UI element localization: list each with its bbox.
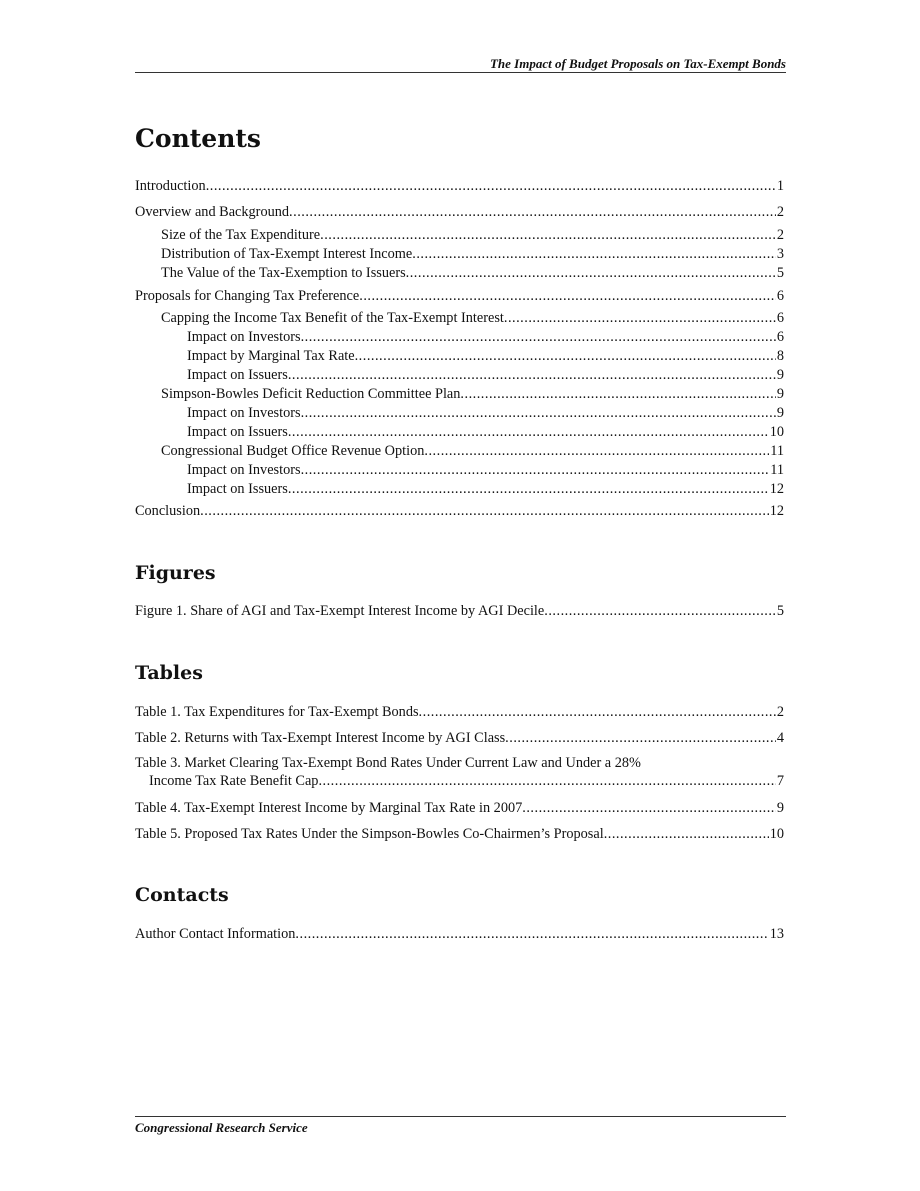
toc-page-number: 3 bbox=[776, 246, 784, 262]
toc-page-number: 8 bbox=[776, 348, 784, 364]
toc-entry-overview-and-background[interactable] bbox=[135, 203, 784, 221]
dot-leader bbox=[522, 799, 776, 817]
toc-entry-author-contact-information[interactable] bbox=[135, 925, 784, 943]
toc-entry-title: Capping the Income Tax Benefit of the Tax-Exempt Interest bbox=[161, 310, 504, 326]
toc-entry-title: Congressional Budget Office Revenue Option bbox=[161, 443, 425, 459]
toc-entry-title: Author Contact Information bbox=[135, 926, 296, 942]
toc-page-number: 6 bbox=[776, 329, 784, 345]
header-rule bbox=[135, 72, 786, 73]
dot-leader bbox=[504, 309, 776, 327]
dot-leader bbox=[288, 366, 776, 384]
figures-heading: Figures bbox=[135, 562, 216, 584]
toc-entry-table-1[interactable] bbox=[135, 703, 784, 721]
dot-leader bbox=[419, 703, 776, 721]
dot-leader bbox=[301, 328, 776, 346]
toc-entry-table-5[interactable] bbox=[135, 825, 784, 843]
dot-leader bbox=[289, 203, 776, 221]
dot-leader bbox=[295, 925, 768, 943]
dot-leader bbox=[206, 177, 776, 195]
toc-entry-title: Impact on Issuers bbox=[187, 481, 288, 497]
toc-page-number: 12 bbox=[769, 503, 784, 519]
dot-leader bbox=[505, 729, 776, 747]
toc-entry-title: Table 1. Tax Expenditures for Tax-Exempt Bonds bbox=[135, 704, 419, 720]
toc-entry-title: Conclusion bbox=[135, 503, 201, 519]
toc-page-number: 5 bbox=[776, 603, 784, 619]
toc-entry-title: Impact on Issuers bbox=[187, 367, 288, 383]
toc-entry-title-line-2: Income Tax Rate Benefit Cap bbox=[149, 773, 319, 789]
toc-entry-impact-on-investors[interactable] bbox=[187, 328, 784, 346]
toc-page-number: 6 bbox=[776, 288, 784, 304]
toc-entry-title: Figure 1. Share of AGI and Tax-Exempt Interest Income by AGI Decile bbox=[135, 603, 545, 619]
toc-page-number: 6 bbox=[776, 310, 784, 326]
toc-page-number: 10 bbox=[769, 424, 784, 440]
toc-entry-title: The Value of the Tax-Exemption to Issuers bbox=[161, 265, 406, 281]
toc-page-number: 9 bbox=[776, 800, 784, 816]
dot-leader bbox=[359, 287, 776, 305]
toc-entry-size-of-tax-expenditure[interactable] bbox=[161, 226, 784, 244]
toc-entry-title: Impact on Investors bbox=[187, 462, 301, 478]
toc-entry-title: Impact by Marginal Tax Rate bbox=[187, 348, 355, 364]
toc-entry-introduction[interactable] bbox=[135, 177, 784, 195]
toc-page-number: 5 bbox=[776, 265, 784, 281]
toc-entry-title: Size of the Tax Expenditure bbox=[161, 227, 321, 243]
toc-entry-table-3[interactable] bbox=[135, 754, 784, 790]
toc-entry-impact-on-issuers[interactable] bbox=[187, 423, 784, 441]
dot-leader bbox=[318, 772, 775, 790]
toc-entry-impact-on-investors[interactable] bbox=[187, 404, 784, 422]
tables-heading: Tables bbox=[135, 662, 203, 684]
toc-entry-title: Introduction bbox=[135, 178, 206, 194]
toc-entry-figure-1[interactable] bbox=[135, 602, 784, 620]
toc-page-number: 2 bbox=[776, 227, 784, 243]
dot-leader bbox=[412, 245, 776, 263]
toc-entry-title: Table 5. Proposed Tax Rates Under the Simpson-Bowles Co-Chairmen’s Proposal bbox=[135, 826, 604, 842]
contacts-heading: Contacts bbox=[135, 884, 229, 906]
toc-entry-title: Simpson-Bowles Deficit Reduction Committee Plan bbox=[161, 386, 461, 402]
toc-page-number: 7 bbox=[776, 773, 784, 789]
dot-leader bbox=[460, 385, 775, 403]
toc-entry-title: Overview and Background bbox=[135, 204, 290, 220]
footer-rule bbox=[135, 1116, 786, 1117]
toc-entry-title: Distribution of Tax-Exempt Interest Income bbox=[161, 246, 413, 262]
dot-leader bbox=[320, 226, 776, 244]
toc-entry-title: Impact on Issuers bbox=[187, 424, 288, 440]
toc-entry-value-of-tax-exemption[interactable] bbox=[161, 264, 784, 282]
toc-entry-impact-on-issuers[interactable] bbox=[187, 480, 784, 498]
dot-leader bbox=[424, 442, 769, 460]
toc-entry-title: Impact on Investors bbox=[187, 405, 301, 421]
toc-page-number: 9 bbox=[776, 405, 784, 421]
toc-entry-title: Table 2. Returns with Tax-Exempt Interest Income by AGI Class bbox=[135, 730, 506, 746]
toc-page-number: 11 bbox=[770, 443, 784, 459]
dot-leader bbox=[200, 502, 769, 520]
toc-entry-impact-on-investors[interactable] bbox=[187, 461, 784, 479]
toc-entry-title-line-1: Table 3. Market Clearing Tax-Exempt Bond Rates Under Current Law and Under a 28% bbox=[135, 755, 641, 771]
toc-entry-proposals-for-changing-tax-preference[interactable] bbox=[135, 287, 784, 305]
toc-page-number: 1 bbox=[776, 178, 784, 194]
toc-entry-table-4[interactable] bbox=[135, 799, 784, 817]
toc-page-number: 11 bbox=[770, 462, 784, 478]
dot-leader bbox=[301, 461, 770, 479]
dot-leader bbox=[604, 825, 769, 843]
toc-page-number: 4 bbox=[776, 730, 784, 746]
dot-leader bbox=[288, 480, 769, 498]
toc-page-number: 2 bbox=[776, 204, 784, 220]
toc-page-number: 9 bbox=[776, 386, 784, 402]
running-header: The Impact of Budget Proposals on Tax-Exempt Bonds bbox=[489, 56, 786, 71]
toc-page-number: 12 bbox=[769, 481, 784, 497]
toc-entry-distribution-of-tax-exempt-interest[interactable] bbox=[161, 245, 784, 263]
toc-entry-cbo-revenue-option[interactable] bbox=[161, 442, 784, 460]
toc-entry-impact-by-marginal-tax-rate[interactable] bbox=[187, 347, 784, 365]
toc-page-number: 2 bbox=[776, 704, 784, 720]
toc-entry-title: Table 4. Tax-Exempt Interest Income by Marginal Tax Rate in 2007 bbox=[135, 800, 523, 816]
toc-page-number: 13 bbox=[769, 926, 784, 942]
dot-leader bbox=[544, 602, 776, 620]
toc-entry-title: Impact on Investors bbox=[187, 329, 301, 345]
running-footer: Congressional Research Service bbox=[135, 1120, 308, 1135]
toc-entry-table-2[interactable] bbox=[135, 729, 784, 747]
toc-page-number: 10 bbox=[769, 826, 784, 842]
dot-leader bbox=[288, 423, 769, 441]
toc-entry-simpson-bowles-plan[interactable] bbox=[161, 385, 784, 403]
dot-leader bbox=[406, 264, 776, 282]
dot-leader bbox=[355, 347, 776, 365]
toc-entry-capping-income-tax-benefit[interactable] bbox=[161, 309, 784, 327]
toc-entry-title: Proposals for Changing Tax Preference bbox=[135, 288, 360, 304]
dot-leader bbox=[301, 404, 776, 422]
contents-heading: Contents bbox=[135, 124, 262, 153]
toc-page-number: 9 bbox=[776, 367, 784, 383]
toc-entry-impact-on-issuers[interactable] bbox=[187, 366, 784, 384]
toc-entry-conclusion[interactable] bbox=[135, 502, 784, 520]
